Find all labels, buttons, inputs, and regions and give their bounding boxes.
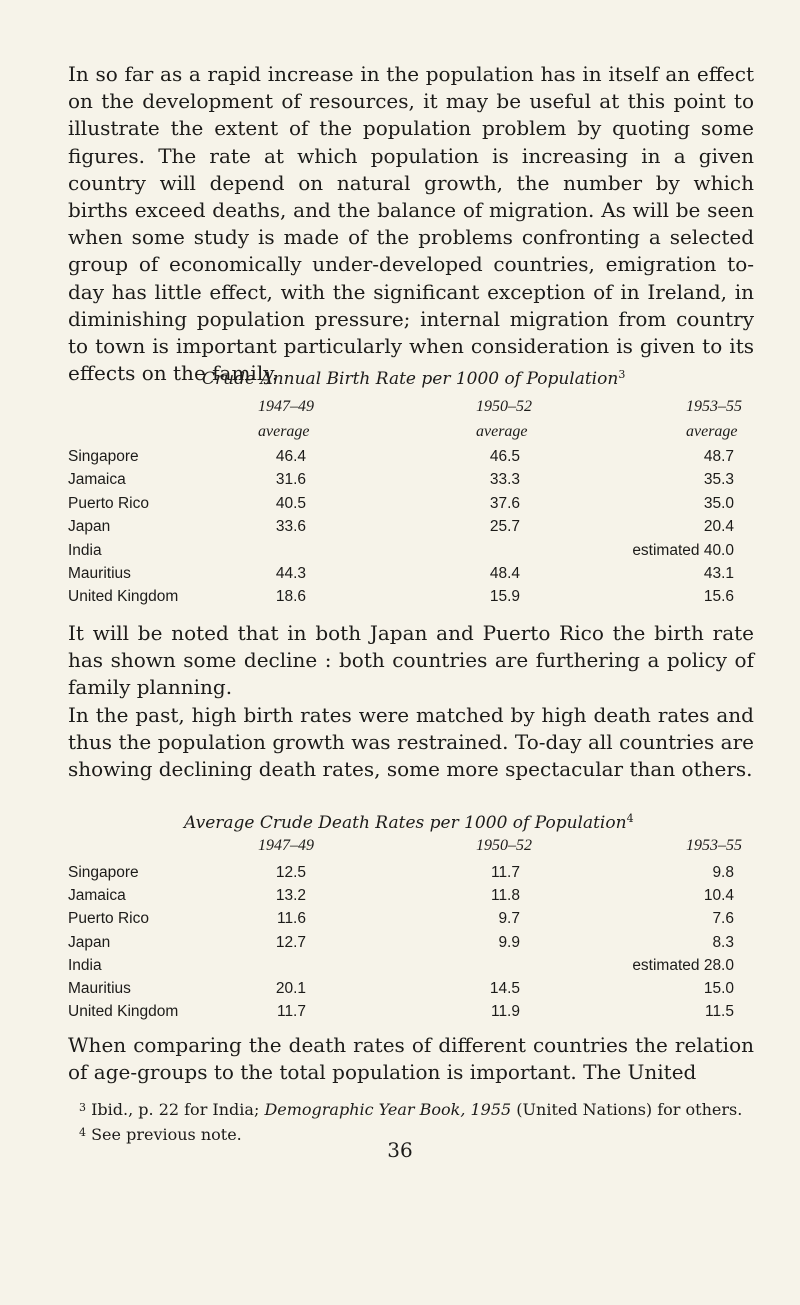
- country-name: Japan: [68, 518, 111, 536]
- value-1950-52: 15.9: [489, 588, 520, 606]
- paragraph-age-groups: When comparing the death rates of different countries the relation of age-groups to the total population is important. The United: [68, 1033, 754, 1085]
- value-1947-49: 13.2: [275, 887, 306, 905]
- value-1947-49: 11.6: [276, 910, 306, 928]
- value-1953-55: 8.3: [712, 933, 734, 951]
- country-name: United Kingdom: [68, 1003, 179, 1021]
- value-1953-55: 48.7: [703, 448, 734, 465]
- country-name: India: [68, 541, 102, 559]
- country-name: India: [68, 956, 102, 974]
- country-name: Japan: [68, 933, 111, 951]
- birth-col-1950-sub: average: [476, 423, 528, 440]
- table-row: [68, 471, 758, 493]
- value-1947-49: 12.5: [275, 864, 306, 881]
- value-1947-49: 20.1: [275, 980, 306, 997]
- value-1950-52: 46.5: [489, 448, 520, 465]
- value-1947-49: 44.3: [275, 565, 306, 582]
- value-1947-49: 11.7: [276, 1003, 306, 1021]
- footnote-4: $^4$ See previous note.: [79, 1125, 242, 1144]
- value-1950-52: 11.7: [490, 864, 520, 881]
- birth-rate-table: [68, 368, 758, 608]
- birth-col-1947-header: 1947–49: [258, 398, 314, 415]
- value-1950-52: 33.3: [489, 471, 520, 489]
- value-1953-55: 35.0: [703, 494, 734, 512]
- value-1947-49: 12.7: [275, 933, 306, 951]
- death-rate-table: [68, 812, 758, 1042]
- value-1953-55: 10.4: [703, 887, 734, 905]
- value-1947-49: 31.6: [275, 471, 306, 489]
- table-row: [68, 518, 758, 540]
- country-name: Puerto Rico: [68, 494, 149, 512]
- table-row: [68, 957, 758, 979]
- value-1950-52: 11.9: [490, 1003, 520, 1021]
- birth-col-1947-sub: average: [258, 423, 310, 440]
- value-1950-52: 25.7: [489, 518, 520, 536]
- paragraph-decline: It will be noted that in both Japan and Puerto Rico the birth rate has shown some decline : both countries are furthering a policy of family planning.: [68, 621, 754, 700]
- birth-table-title: Crude Annual Birth Rate per 1000 of Population$^3$: [202, 368, 626, 389]
- value-1953-55: 15.6: [703, 588, 734, 606]
- country-name: Mauritius: [68, 565, 131, 582]
- value-1950-52: 48.4: [489, 565, 520, 582]
- value-1950-52: 9.7: [498, 910, 520, 928]
- paragraph-intro: In so far as a rapid increase in the population has in itself an effect on the development of resources, it may be useful at this point to illustrate the extent of the population problem by quoting some figures. The rate at which population is increasing in a given country will depend on natural growth, the number by which births exceed deaths, and the balance of migration. As will be seen when some study is made of the problems confronting a selected group of economically under-developed countries, emigration to-day has little effect, with the significant exception of in Ireland, in diminishing population pressure; internal migration from country to town is important particularly when consideration is given to its effects on the family.: [68, 62, 754, 386]
- death-table-title: Average Crude Death Rates per 1000 of Population$^4$: [184, 812, 634, 833]
- birth-col-1953-sub: average: [686, 423, 738, 440]
- value-1950-52: 9.9: [498, 933, 520, 951]
- table-row: [68, 565, 758, 587]
- country-name: Singapore: [68, 864, 139, 881]
- paragraph-death-rates: In the past, high birth rates were matched by high death rates and thus the population growth was restrained. To-day all countries are showing declining death rates, some more spectacular than others.: [68, 703, 754, 782]
- table-row: [68, 1003, 758, 1025]
- value-1950-52: 14.5: [489, 980, 520, 997]
- value-1947-49: 33.6: [275, 518, 306, 536]
- table-row: [68, 864, 758, 886]
- table-row: [68, 542, 758, 564]
- value-1953-55: 11.5: [704, 1003, 734, 1021]
- value-1953-55: 20.4: [703, 518, 734, 536]
- table-row: [68, 588, 758, 610]
- value-1947-49: 40.5: [275, 494, 306, 512]
- table-row: [68, 910, 758, 932]
- value-1953-55: 43.1: [703, 565, 734, 582]
- country-name: Mauritius: [68, 980, 131, 997]
- table-row: [68, 495, 758, 517]
- country-name: Singapore: [68, 448, 139, 465]
- table-row: [68, 887, 758, 909]
- death-col-1953-header: 1953–55: [686, 837, 742, 854]
- table-row: [68, 934, 758, 956]
- death-col-1947-header: 1947–49: [258, 837, 314, 854]
- birth-col-1950-header: 1950–52: [476, 398, 532, 415]
- value-1953-55: estimated 28.0: [632, 956, 734, 974]
- country-name: Jamaica: [68, 471, 126, 489]
- table-row: [68, 448, 758, 470]
- death-col-1950-header: 1950–52: [476, 837, 532, 854]
- value-1953-55: 7.6: [712, 910, 734, 928]
- birth-col-1953-header: 1953–55: [686, 398, 742, 415]
- page-number: 36: [387, 1138, 413, 1162]
- country-name: Puerto Rico: [68, 910, 149, 928]
- value-1947-49: 46.4: [275, 448, 306, 465]
- country-name: United Kingdom: [68, 588, 179, 606]
- value-1950-52: 11.8: [490, 887, 520, 905]
- country-name: Jamaica: [68, 887, 126, 905]
- value-1947-49: 18.6: [275, 588, 306, 606]
- value-1953-55: 15.0: [703, 980, 734, 997]
- table-row: [68, 980, 758, 1002]
- value-1953-55: 9.8: [712, 864, 734, 881]
- value-1950-52: 37.6: [489, 494, 520, 512]
- value-1953-55: 35.3: [703, 471, 734, 489]
- value-1953-55: estimated 40.0: [632, 541, 734, 559]
- footnote-3: $^3$ Ibid., p. 22 for India; Demographic Year Book, 1955 (United Nations) for others.: [79, 1100, 743, 1119]
